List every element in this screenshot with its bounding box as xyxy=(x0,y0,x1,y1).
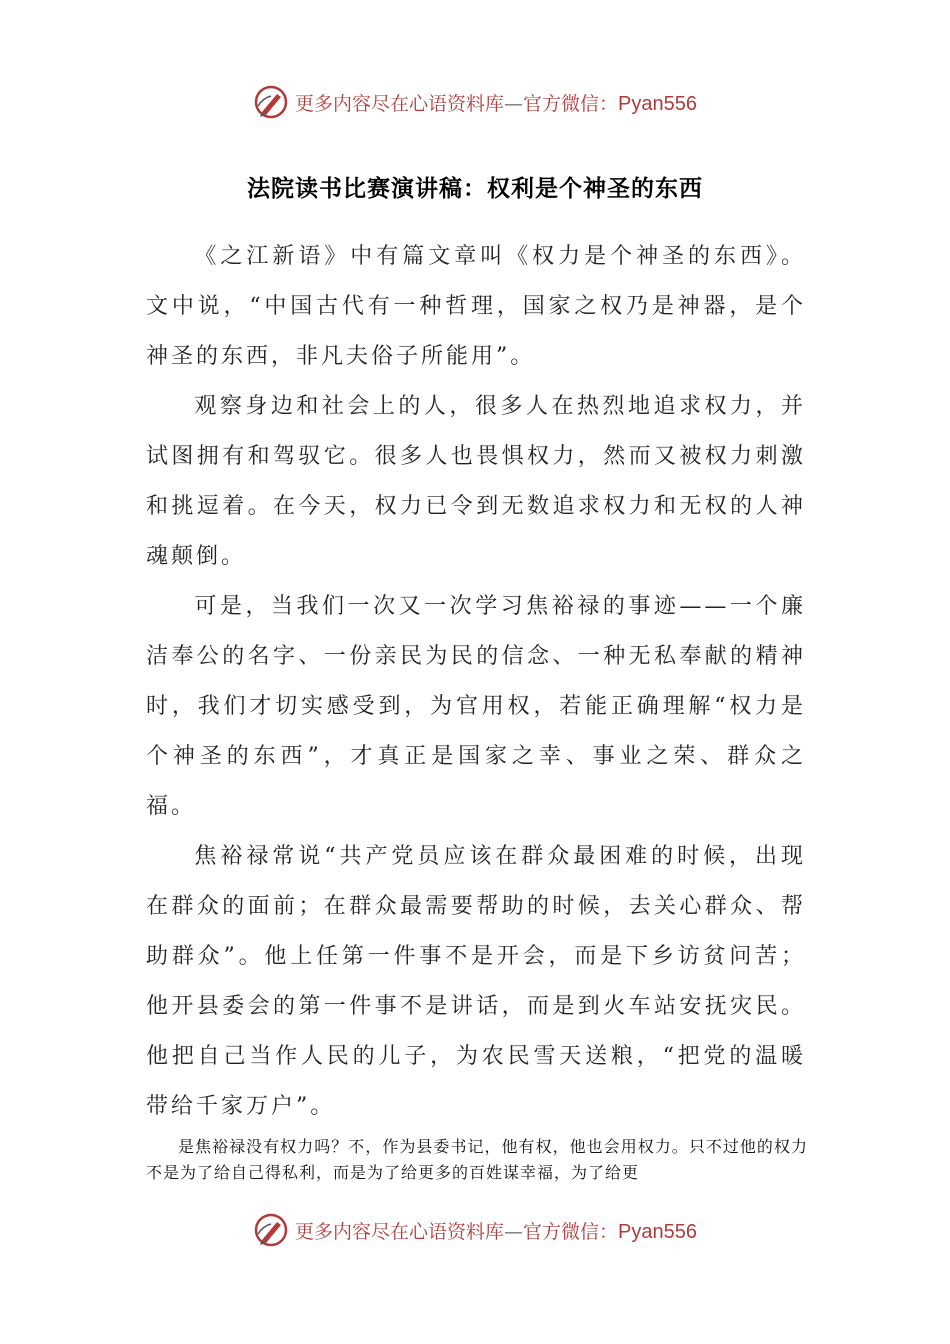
pen-logo-icon xyxy=(253,1212,289,1248)
paragraph: 《之江新语》中有篇文章叫《权力是个神圣的东西》。文中说，“中国古代有一种哲理，国家之权乃是神器，是个神圣的东西，非凡夫俗子所能用”。 xyxy=(146,244,806,369)
paragraph: 焦裕禄常说“共产党员应该在群众最困难的时候，出现在群众的面前；在群众最需要帮助的时候，去关心群众、帮助群众”。他上任第一件事不是开会，而是下乡访贫问苦；他开县委会的第一件事不是讲话，而是到火车站安抚灾民。他把自己当作人民的儿子，为农民雪天送粮，“把党的温暖带给千家万户”。 xyxy=(146,844,806,1119)
document-body xyxy=(146,232,806,1132)
paragraph: 可是，当我们一次又一次学习焦裕禄的事迹——一个廉洁奉公的名字、一份亲民为民的信念、一种无私奉献的精神时，我们才切实感受到，为官用权，若能正确理解“权力是个神圣的东西”，才真正是国家之幸、事业之荣、群众之福。 xyxy=(146,594,806,819)
small-text-block xyxy=(146,1134,808,1186)
paragraph-small: 是焦裕禄没有权力吗？不，作为县委书记，他有权，他也会用权力。只不过他的权力不是为了给自己得私利，而是为了给更多的百姓谋幸福，为了给更 xyxy=(146,1137,808,1182)
header-banner xyxy=(0,82,950,122)
banner-text: 更多内容尽在心语资料库—官方微信：Pyan556 xyxy=(295,92,697,115)
pen-logo-icon xyxy=(253,84,289,120)
document-title: 法院读书比赛演讲稿：权利是个神圣的东西 xyxy=(247,175,703,202)
banner-text: 更多内容尽在心语资料库—官方微信：Pyan556 xyxy=(295,1220,697,1243)
paragraph: 观察身边和社会上的人，很多人在热烈地追求权力，并试图拥有和驾驭它。很多人也畏惧权力，然而又被权力刺激和挑逗着。在今天，权力已令到无数追求权力和无权的人神魂颠倒。 xyxy=(146,394,806,569)
footer-banner xyxy=(0,1210,950,1250)
